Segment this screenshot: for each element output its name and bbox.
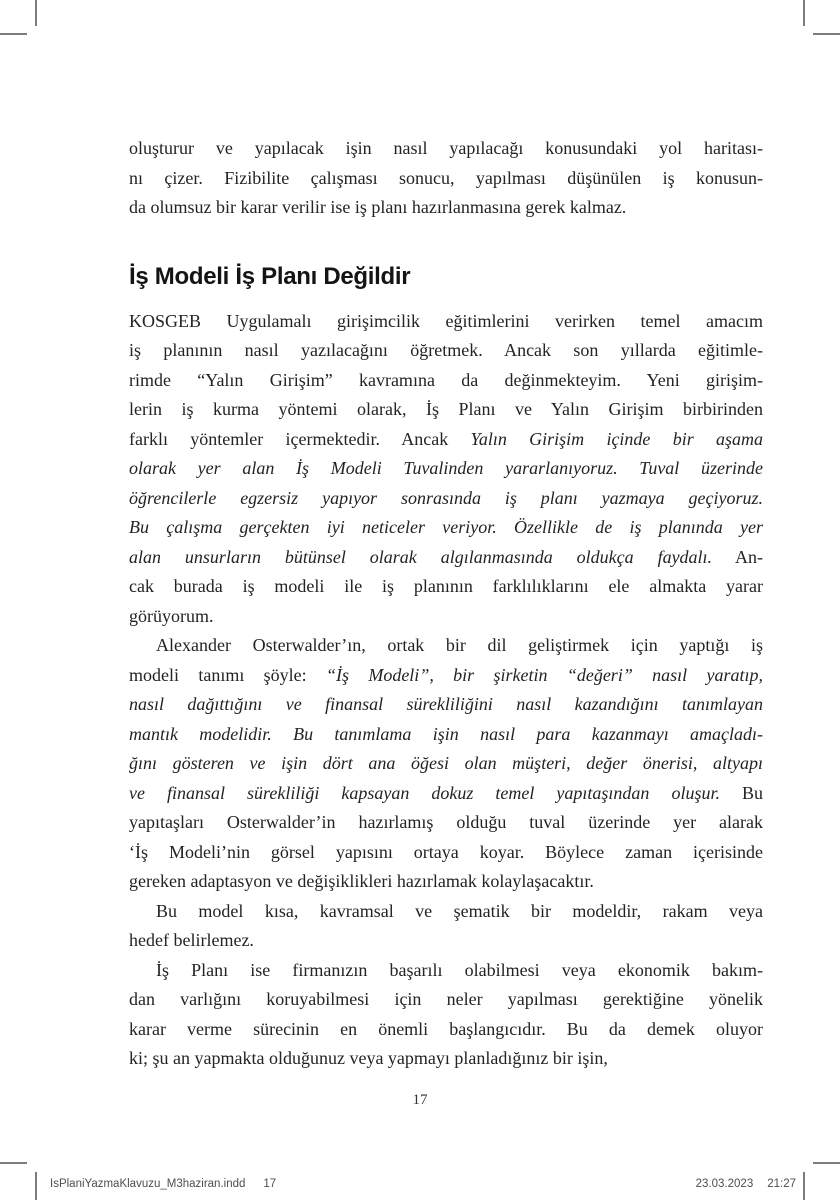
paragraph xyxy=(129,897,763,956)
text-line: öğrencilerle egzersiz yapıyor sonrasında iş planı yazmaya geçiyoruz. xyxy=(129,487,763,508)
text-line: modeli tanımı şöyle: “İş Modeli”, bir şirketin “değeri” nasıl yaratıp, xyxy=(129,664,763,685)
paragraph xyxy=(129,307,763,632)
text-line: yapıtaşları Osterwalder’in hazırlamış olduğu tuval üzerinde yer alarak xyxy=(129,812,763,832)
text-line: İş Planı ise firmanızın başarılı olabilmesi veya ekonomik bakım- xyxy=(156,959,763,980)
crop-mark-top-left-horizontal xyxy=(0,33,27,35)
text-line: iş planının nasıl yazılacağını öğretmek. Ancak son yıllarda eğitimle- xyxy=(129,340,763,360)
text-line: gereken adaptasyon ve değişiklikleri hazırlamak kolaylaşacaktır. xyxy=(129,871,594,891)
text-line: Alexander Osterwalder’ın, ortak bir dil geliştirmek için yaptığı iş xyxy=(156,635,763,655)
text-line: nasıl dağıttığını ve finansal sürekliliğini nasıl kazandığını tanımlayan xyxy=(129,694,763,714)
text-line: cak burada iş modeli ile iş planının farklılıklarını ele almakta yarar xyxy=(129,576,763,596)
print-slug-time: 21:27 xyxy=(767,1178,796,1190)
text-line: ki; şu an yapmakta olduğunuz veya yapmayı planladığınız bir işin, xyxy=(129,1048,608,1068)
text-line: ğını gösteren ve işin dört ana öğesi olan müşteri, değer önerisi, altyapı xyxy=(129,753,763,773)
crop-mark-top-right-vertical xyxy=(803,0,805,26)
crop-mark-top-left-vertical xyxy=(35,0,37,26)
paragraph xyxy=(129,631,763,897)
text-line: Bu çalışma gerçekten iyi neticeler veriyor. Özellikle de iş planında yer xyxy=(129,517,763,537)
text-line: olarak yer alan İş Modeli Tuvalinden yararlanıyoruz. Tuval üzerinde xyxy=(129,458,763,478)
text-line: oluşturur ve yapılacak işin nasıl yapılacağı konusundaki yol haritası- xyxy=(129,138,763,158)
text-line: nı çizer. Fizibilite çalışması sonucu, yapılması düşünülen iş konusun- xyxy=(129,167,763,188)
print-slug-filename: IsPlaniYazmaKlavuzu_M3haziran.indd xyxy=(50,1178,246,1190)
page-body xyxy=(129,134,763,1074)
crop-mark-bottom-left-vertical xyxy=(35,1172,37,1200)
print-slug-right xyxy=(696,1178,796,1190)
text-line: KOSGEB Uygulamalı girişimcilik eğitimlerini verirken temel amacım xyxy=(129,310,763,331)
section-heading: İş Modeli İş Planı Değildir xyxy=(129,262,411,290)
print-slug-sheet-number: 17 xyxy=(263,1178,277,1190)
text-line: da olumsuz bir karar verilir ise iş planı hazırlanmasına gerek kalmaz. xyxy=(129,197,627,217)
text-line: rimde “Yalın Girişim” kavramına da değinmekteyim. Yeni girişim- xyxy=(129,369,763,390)
crop-mark-bottom-right-horizontal xyxy=(813,1162,840,1164)
paragraph xyxy=(129,956,763,1074)
text-line: ‘İş Modeli’nin görsel yapısını ortaya koyar. Böylece zaman içerisinde xyxy=(129,841,763,862)
text-line: karar verme sürecinin en önemli başlangıcıdır. Bu da demek oluyor xyxy=(129,1018,763,1039)
crop-mark-bottom-left-horizontal xyxy=(0,1162,27,1164)
text-line: alan unsurların bütünsel olarak algılanmasında oldukça faydalı. An- xyxy=(129,546,763,567)
print-slug-left xyxy=(50,1178,276,1190)
text-line: görüyorum. xyxy=(129,605,214,626)
print-slug-date: 23.03.2023 xyxy=(695,1178,754,1190)
crop-mark-bottom-right-vertical xyxy=(803,1172,805,1200)
page-number: 17 xyxy=(412,1092,428,1108)
crop-mark-top-right-horizontal xyxy=(813,33,840,35)
paragraph xyxy=(129,134,763,223)
text-line: Bu model kısa, kavramsal ve şematik bir modeldir, rakam veya xyxy=(156,900,763,921)
text-line: ve finansal sürekliliği kapsayan dokuz temel yapıtaşından oluşur. Bu xyxy=(129,782,763,803)
text-line: hedef belirlemez. xyxy=(129,930,254,950)
text-line: dan varlığını koruyabilmesi için neler yapılması gerektiğine yönelik xyxy=(129,989,763,1009)
text-line: farklı yöntemler içermektedir. Ancak Yalın Girişim içinde bir aşama xyxy=(129,428,763,449)
text-line: lerin iş kurma yöntemi olarak, İş Planı ve Yalın Girişim birbirinden xyxy=(129,399,763,419)
text-line: mantık modelidir. Bu tanımlama işin nasıl para kazanmayı amaçladı- xyxy=(129,723,763,744)
